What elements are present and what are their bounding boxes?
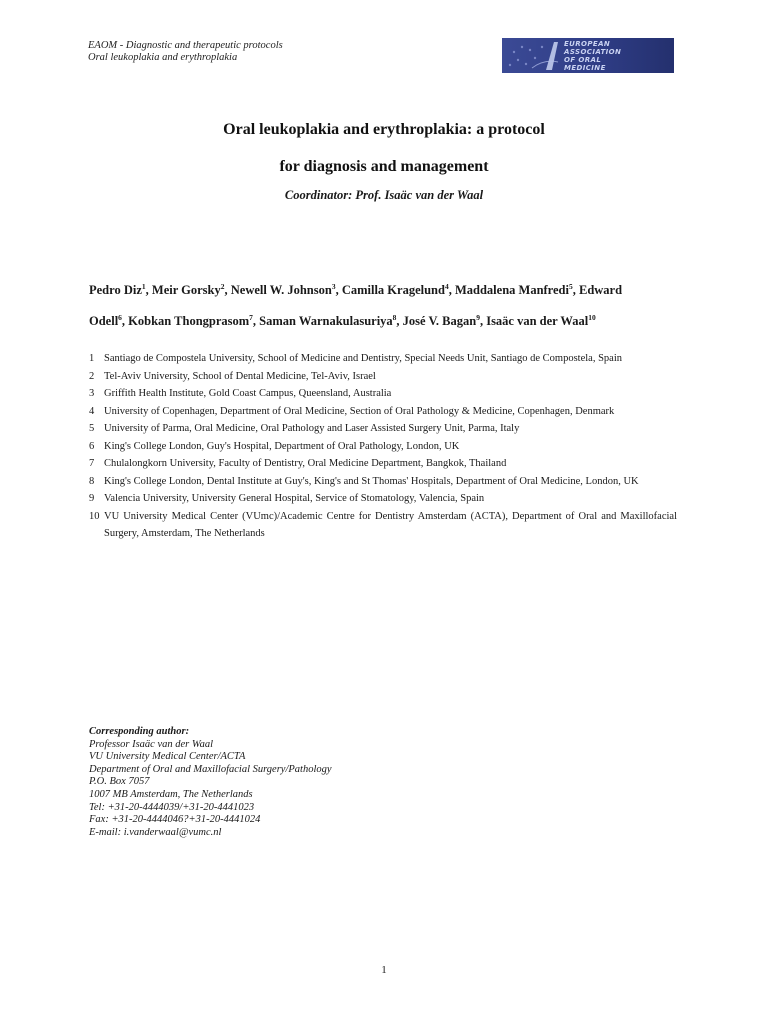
author-name: Pedro Diz: [89, 283, 142, 297]
author-separator: ,: [396, 314, 403, 328]
author-name: Odell: [89, 314, 119, 328]
author-name: Camilla Kragelund: [341, 283, 445, 297]
author-name: Meir Gorsky: [151, 283, 221, 297]
author-name: Maddalena Manfredi: [454, 283, 569, 297]
affiliation-text: Chulalongkorn University, Faculty of Dentistry, Oral Medicine Department, Bangkok, Thailand: [104, 458, 507, 469]
document-title-line-2: for diagnosis and management: [279, 158, 489, 175]
affiliation-item: [89, 473, 677, 491]
author-separator: ,: [479, 314, 487, 328]
corresponding-line: Tel: +31-20-4444039/+31-20-4441023: [89, 801, 255, 813]
affiliation-superscript: 10: [588, 312, 596, 322]
document-title-line-1: Oral leukoplakia and erythroplakia: a protocol: [223, 121, 545, 138]
affiliation-item: [89, 350, 677, 368]
corresponding-line: VU University Medical Center/ACTA: [89, 751, 246, 763]
author-separator: ,: [448, 283, 455, 297]
corresponding-author-block: [89, 726, 332, 839]
author-list-line-1: [89, 283, 679, 298]
affiliation-superscript: 5: [568, 281, 573, 291]
author-list-line-2: [89, 314, 679, 329]
affiliation-superscript: 1: [141, 281, 146, 291]
author-separator: , Edward: [572, 283, 623, 297]
affiliation-number: 4: [89, 405, 95, 417]
affiliations-list: [89, 350, 677, 543]
affiliation-number: 6: [89, 440, 95, 452]
author-name: Saman Warnakulasuriya: [259, 314, 393, 328]
author-name: José V. Bagan: [402, 314, 477, 328]
affiliation-text: Tel-Aviv University, School of Dental Medicine, Tel-Aviv, Israel: [104, 370, 376, 382]
corresponding-line: Professor Isaäc van der Waal: [89, 738, 214, 750]
affiliation-superscript: 4: [444, 281, 449, 291]
affiliation-number: 7: [89, 458, 95, 469]
affiliation-superscript: 8: [392, 312, 397, 322]
affiliation-superscript: 2: [220, 281, 225, 291]
affiliation-item: [89, 490, 677, 508]
corresponding-line: Fax: +31-20-4444046?+31-20-4441024: [89, 814, 261, 826]
affiliation-item: [89, 385, 677, 403]
affiliation-superscript: 9: [476, 312, 480, 322]
affiliation-number: 8: [89, 475, 95, 487]
affiliation-text: King's College London, Guy's Hospital, Department of Oral Pathology, London, UK: [104, 440, 460, 452]
affiliation-item: [89, 438, 677, 456]
affiliation-number: 3: [89, 388, 95, 399]
affiliation-number: 9: [89, 493, 95, 504]
author-name: Kobkan Thongprasom: [128, 314, 250, 328]
affiliation-text: Griffith Health Institute, Gold Coast Campus, Queensland, Australia: [104, 388, 392, 399]
running-header: [88, 40, 283, 64]
header-line-2: Oral leukoplakia and erythroplakia: [88, 52, 238, 63]
coordinator-line: Coordinator: Prof. Isaäc van der Waal: [284, 188, 484, 202]
page-number: 1: [381, 964, 387, 976]
corresponding-email[interactable]: E-mail: i.vanderwaal@vumc.nl: [89, 826, 222, 838]
affiliation-item: [89, 420, 677, 438]
corresponding-line: 1007 MB Amsterdam, The Netherlands: [89, 788, 253, 800]
affiliation-number: 10: [89, 510, 100, 522]
affiliation-text: University of Copenhagen, Department of Oral Medicine, Section of Oral Pathology & Medicine, Copenhagen, Denmark: [104, 405, 615, 417]
author-name: Isaäc van der Waal: [486, 314, 589, 328]
author-name: Newell W. Johnson: [230, 283, 332, 297]
affiliation-item: [89, 455, 677, 473]
affiliation-number: 2: [89, 370, 95, 382]
eaom-logo: [502, 38, 674, 73]
affiliation-number: 1: [89, 353, 95, 364]
affiliation-text: Santiago de Compostela University, School of Medicine and Dentistry, Special Needs Unit, Santiago de Compostela, Spain: [104, 353, 623, 364]
author-separator: ,: [224, 283, 231, 297]
affiliation-item: [89, 403, 677, 421]
author-separator: ,: [335, 283, 342, 297]
affiliation-number: 5: [89, 423, 95, 434]
affiliation-item: [89, 368, 677, 386]
affiliation-text: University of Parma, Oral Medicine, Oral Pathology and Laser Assisted Surgery Unit, Parma, Italy: [104, 423, 520, 434]
corresponding-line: Department of Oral and Maxillofacial Surgery/Pathology: [89, 763, 332, 775]
affiliation-superscript: 3: [331, 281, 336, 291]
author-separator: ,: [145, 283, 152, 297]
affiliation-text: Valencia University, University General Hospital, Service of Stomatology, Valencia, Spain: [104, 493, 485, 504]
affiliation-item: [89, 508, 677, 543]
logo-wordmark: EUROPEAN ASSOCIATION OF ORAL MEDICINE: [564, 40, 622, 72]
author-separator: ,: [121, 314, 129, 328]
corresponding-author-heading: Corresponding author:: [89, 726, 190, 737]
affiliation-text: King's College London, Dental Institute at Guy's, King's and St Thomas' Hospitals, Department of Oral Medicine, London, UK: [104, 475, 639, 487]
affiliation-superscript: 7: [249, 312, 253, 322]
header-line-1: EAOM - Diagnostic and therapeutic protocols: [88, 40, 283, 51]
corresponding-line: P.O. Box 7057: [89, 776, 150, 788]
affiliation-superscript: 6: [118, 312, 122, 322]
affiliation-text: VU University Medical Center (VUmc)/Academic Centre for Dentistry Amsterdam (ACTA), Department of Oral and Maxillofacial Surgery, Amsterdam, The Netherlands: [104, 510, 677, 539]
author-separator: ,: [252, 314, 260, 328]
